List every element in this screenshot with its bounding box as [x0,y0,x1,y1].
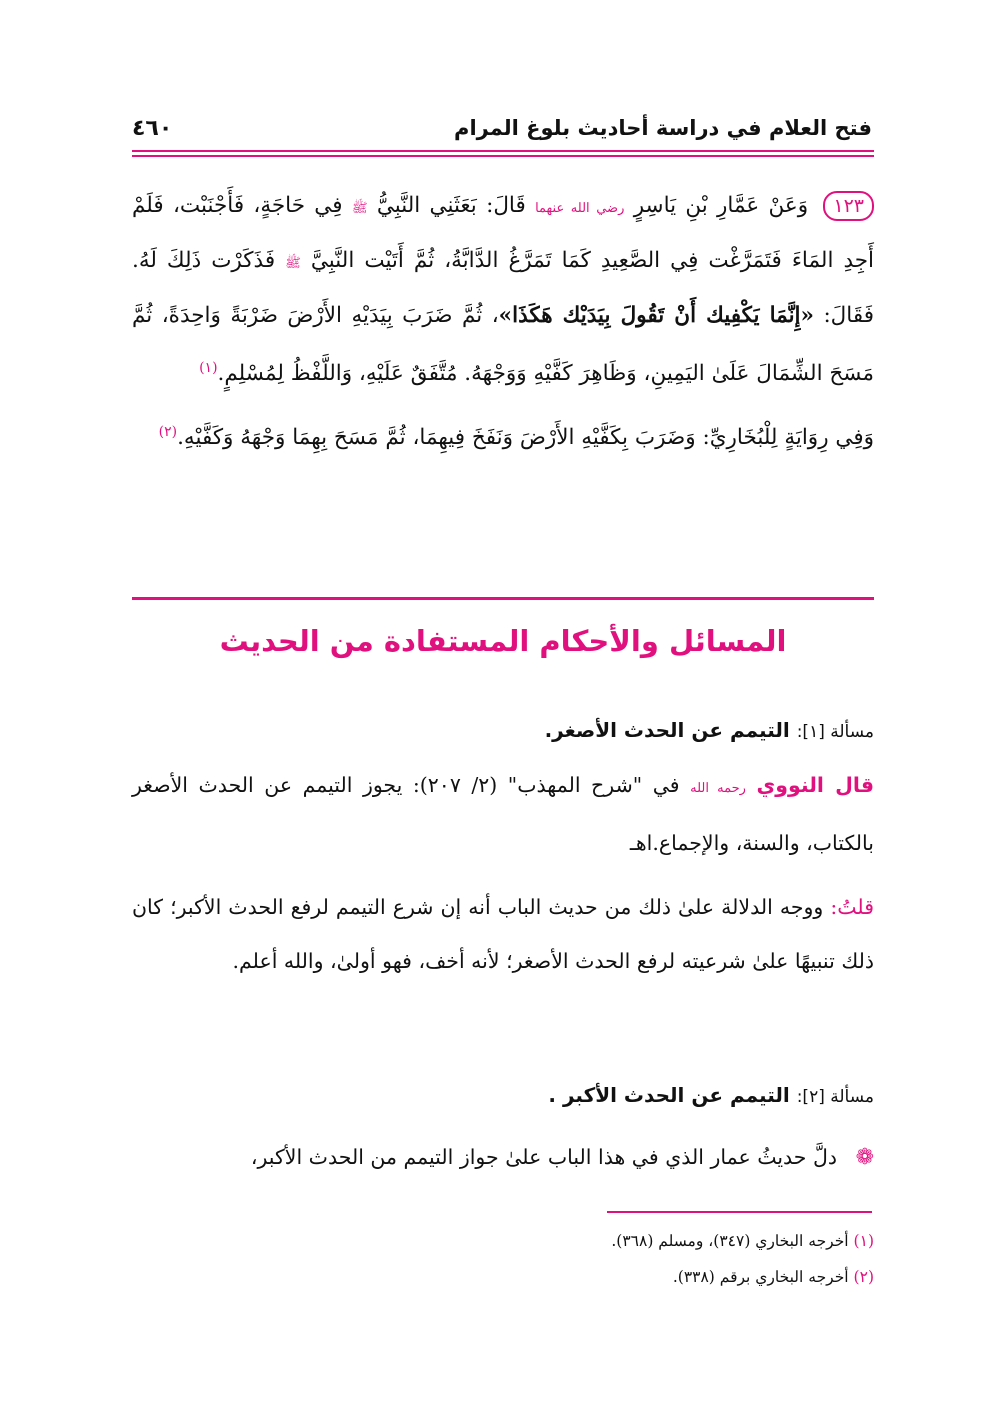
hadith-text-segment: فَذَكَرْت ذَلِكَ لَهُ. فَقَالَ: [132,248,875,328]
question-2-heading [132,1083,874,1107]
speaker-name: قال النووي [756,773,874,797]
footnote-text: أخرجه البخاري (٣٤٧)، ومسلم (٣٦٨). [611,1232,849,1250]
paragraph-qultu [132,880,874,988]
question-label: مسألة [١]: [796,722,874,742]
section-divider [132,597,874,600]
hadith-text [132,180,874,464]
footnote-ref-1: (١) [199,360,218,376]
honorific-radiy: رضي الله عنهما [535,201,625,216]
hadith-text-segment: ، ثُمَّ ضَرَبَ بِيَدَيْهِ الأَرْضَ ضَرْبَةً وَاحِدَةً، ثُمَّ مَسَحَ الشِّمَالَ عَلَىٰ اليَمِينِ، وَظَاهِرَ كَفَّيْهِ وَوَجْهَهُ. مُتَّفَقٌ عَلَيْهِ، وَاللَّفْظُ لِمُسْلِمٍ. [132,303,874,387]
running-header [132,108,872,148]
qultu-lead: قلتُ: [830,895,874,919]
question-label: مسألة [٢]: [796,1087,874,1107]
hadith-number-badge: ١٢٣ [823,191,874,221]
book-title: فتح العلام في دراسة أحاديث بلوغ المرام [454,116,872,140]
hadith-text-segment: قَالَ: بَعَثَنِي النَّبِيُّ [376,193,526,218]
section-title: المسائل والأحكام المستفادة من الحديث [219,624,787,658]
hadith-text-segment: وَفِي رِوَايَةٍ لِلْبُخَارِيِّ: وَضَرَبَ بِكَفَّيْهِ الأَرْضَ وَنَفَخَ فِيهِمَا، ثُمَّ مَسَحَ بِهِمَا وَجْهَهُ وَكَفَّيْهِ. [177,425,874,451]
paragraph-nawawi [132,758,874,870]
question-title: التيمم عن الحدث الأكبر . [548,1083,790,1107]
prophet-quote: «إِنَّمَا يَكْفِيك أَنْ تَقُولَ بِيَدَيْك هَكَذَا» [498,303,814,328]
hadith-paragraph-main [132,180,874,400]
paragraph-bullet [132,1130,874,1185]
footnote-number: (٢) [853,1268,874,1286]
question-1-heading [132,718,874,742]
paragraph-text: دلَّ حديثُ عمار الذي في هذا الباب علىٰ جواز التيمم من الحدث الأكبر، [250,1145,838,1169]
footnote-number: (١) [853,1232,874,1250]
footnote-2 [132,1268,874,1286]
flower-bullet-icon: ❁ [855,1145,874,1170]
footnote-text: أخرجه البخاري برقم (٣٣٨). [672,1268,849,1286]
paragraph-text: في "شرح المهذب" (٢/ ٢٠٧): يجوز التيمم عن الحدث الأصغر بالكتاب، والسنة، والإجماع.اهـ [132,773,874,855]
paragraph-text: ووجه الدلالة علىٰ ذلك من حديث الباب أنه إن شرع التيمم لرفع الحدث الأكبر؛ كان ذلك تنبيهًا علىٰ شرعيته لرفع الحدث الأصغر؛ لأنه أخف، فهو أولىٰ، والله أعلم. [132,895,874,973]
honorific-rahimahu: رحمه الله [690,781,746,796]
salla-glyph: ﷺ [351,201,368,216]
hadith-text-segment: فِي حَاجَةٍ، فَأَجْنَبْت، فَلَمْ أَجِدِ المَاءَ فَتَمَرَّغْت فِي الصَّعِيدِ كَمَا تَمَرَّغُ الدَّابَّةُ، ثُمَّ أَتَيْت النَّبِيَّ [132,193,874,273]
hadith-paragraph-bukhari [132,406,874,464]
header-rule-bottom [132,155,874,157]
footnote-ref-2: (٢) [158,424,178,441]
question-title: التيمم عن الحدث الأصغر. [544,718,790,742]
header-rule-top [132,150,874,152]
footnote-rule [607,1211,872,1213]
hadith-text-segment: وَعَنْ عَمَّارِ بْنِ يَاسِرٍ [633,193,809,218]
footnote-1 [132,1232,874,1250]
page-number: ٤٦٠ [132,115,173,141]
salla-glyph: ﷺ [285,256,301,271]
